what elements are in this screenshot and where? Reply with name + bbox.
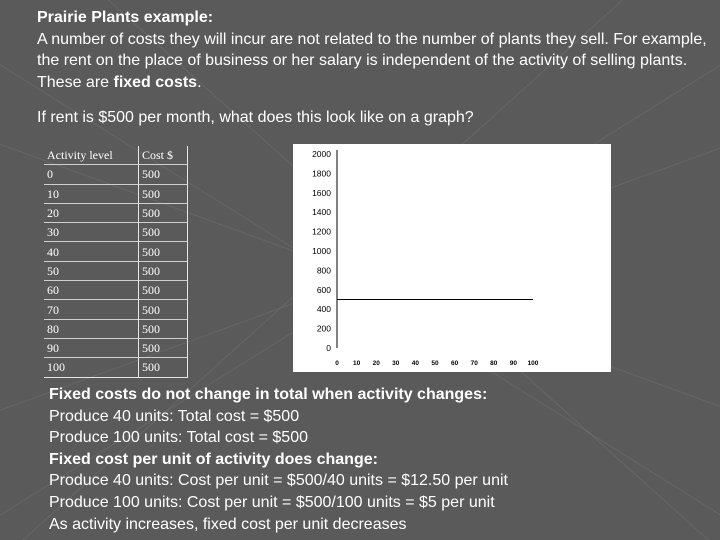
table-row [44, 165, 188, 184]
table-row [44, 281, 188, 300]
chart-svg [293, 144, 611, 372]
y-tick-label: 2000 [312, 149, 331, 159]
intro-text-end: . [197, 73, 202, 91]
cell-cost: 500 [139, 281, 188, 300]
intro-text-start: A number of costs they will incur are not related to the number of plants they sell. For example, the rent on the place of business or her salary is independent of the activity of selling plants. These are [37, 30, 707, 91]
y-tick-label: 800 [316, 265, 331, 276]
cell-cost: 500 [139, 338, 188, 357]
cell-activity-level: 0 [44, 165, 139, 184]
x-tick-label: 10 [352, 360, 361, 367]
summary-line: As activity increases, fixed cost per unit decreases [49, 515, 407, 533]
summary-line: Produce 40 units: Cost per unit = $500/40 units = $12.50 per unit [49, 472, 508, 490]
cell-activity-level: 80 [44, 319, 139, 338]
table-row [44, 319, 188, 338]
cell-activity-level: 70 [44, 300, 139, 319]
x-tick-label: 40 [411, 360, 420, 367]
summary-line: Produce 100 units: Total cost = $500 [49, 429, 308, 447]
x-tick-label: 100 [527, 360, 539, 367]
y-tick-label: 200 [316, 323, 331, 334]
cell-activity-level: 100 [44, 358, 139, 377]
cost-table-body [44, 146, 188, 377]
fixed-cost-chart [293, 144, 611, 372]
x-tick-label: 30 [392, 360, 400, 367]
y-tick-label: 1600 [312, 187, 331, 198]
x-tick-label: 0 [335, 360, 339, 367]
table-row [44, 358, 188, 377]
graph-question: If rent is $500 per month, what does this look like on a graph? [37, 109, 474, 126]
cell-activity-level: 40 [44, 242, 139, 261]
y-tick-label: 1200 [312, 226, 331, 237]
cell-cost: 500 [139, 242, 188, 261]
cell-activity-level: 20 [44, 203, 139, 222]
cell-cost: 500 [139, 261, 188, 280]
y-tick-label: 600 [316, 284, 331, 295]
slide-title: Prairie Plants example: [37, 9, 214, 26]
summary-line: Fixed costs do not change in total when activity changes: [49, 386, 488, 403]
cell-cost: 500 [139, 165, 188, 184]
x-tick-label: 20 [372, 360, 380, 367]
y-tick-label: 400 [316, 304, 331, 315]
y-tick-label: 0 [326, 343, 331, 353]
cell-cost: 500 [139, 319, 188, 338]
y-tick-label: 1800 [312, 168, 331, 179]
summary-line: Fixed cost per unit of activity does change: [49, 450, 378, 468]
x-tick-label: 90 [509, 360, 518, 367]
table-row [44, 242, 188, 261]
table-header-row [44, 146, 188, 165]
cell-activity-level: 50 [44, 261, 139, 280]
fixed-costs-term: fixed costs [113, 73, 198, 91]
cell-cost: 500 [139, 223, 188, 242]
x-tick-label: 60 [450, 360, 459, 367]
cell-cost: 500 [139, 300, 188, 319]
x-tick-label: 70 [470, 360, 478, 367]
cell-activity-level: 30 [44, 223, 139, 242]
table-row [44, 203, 188, 222]
cell-cost: 500 [139, 358, 188, 377]
summary-line: Produce 40 units: Total cost = $500 [49, 407, 300, 425]
cell-activity-level: 10 [44, 184, 139, 203]
table-row [44, 300, 188, 319]
intro-paragraph [37, 7, 707, 93]
cell-activity-level: 90 [44, 338, 139, 357]
cell-cost: 500 [139, 184, 188, 203]
y-tick-label: 1400 [312, 207, 331, 218]
cost-table [44, 146, 188, 378]
table-row [44, 184, 188, 203]
summary-text [49, 384, 508, 535]
header-activity-level: Activity level [44, 146, 139, 165]
intro-text [37, 29, 707, 94]
cell-cost: 500 [139, 203, 188, 222]
cell-activity-level: 60 [44, 281, 139, 300]
summary-line: Produce 100 units: Cost per unit = $500/100 units = $5 per unit [49, 493, 495, 511]
x-tick-label: 50 [431, 360, 439, 367]
table-row [44, 338, 188, 357]
y-tick-label: 1000 [312, 246, 331, 256]
header-cost: Cost $ [139, 146, 188, 165]
x-tick-label: 80 [490, 360, 498, 367]
table-row [44, 261, 188, 280]
table-row [44, 223, 188, 242]
